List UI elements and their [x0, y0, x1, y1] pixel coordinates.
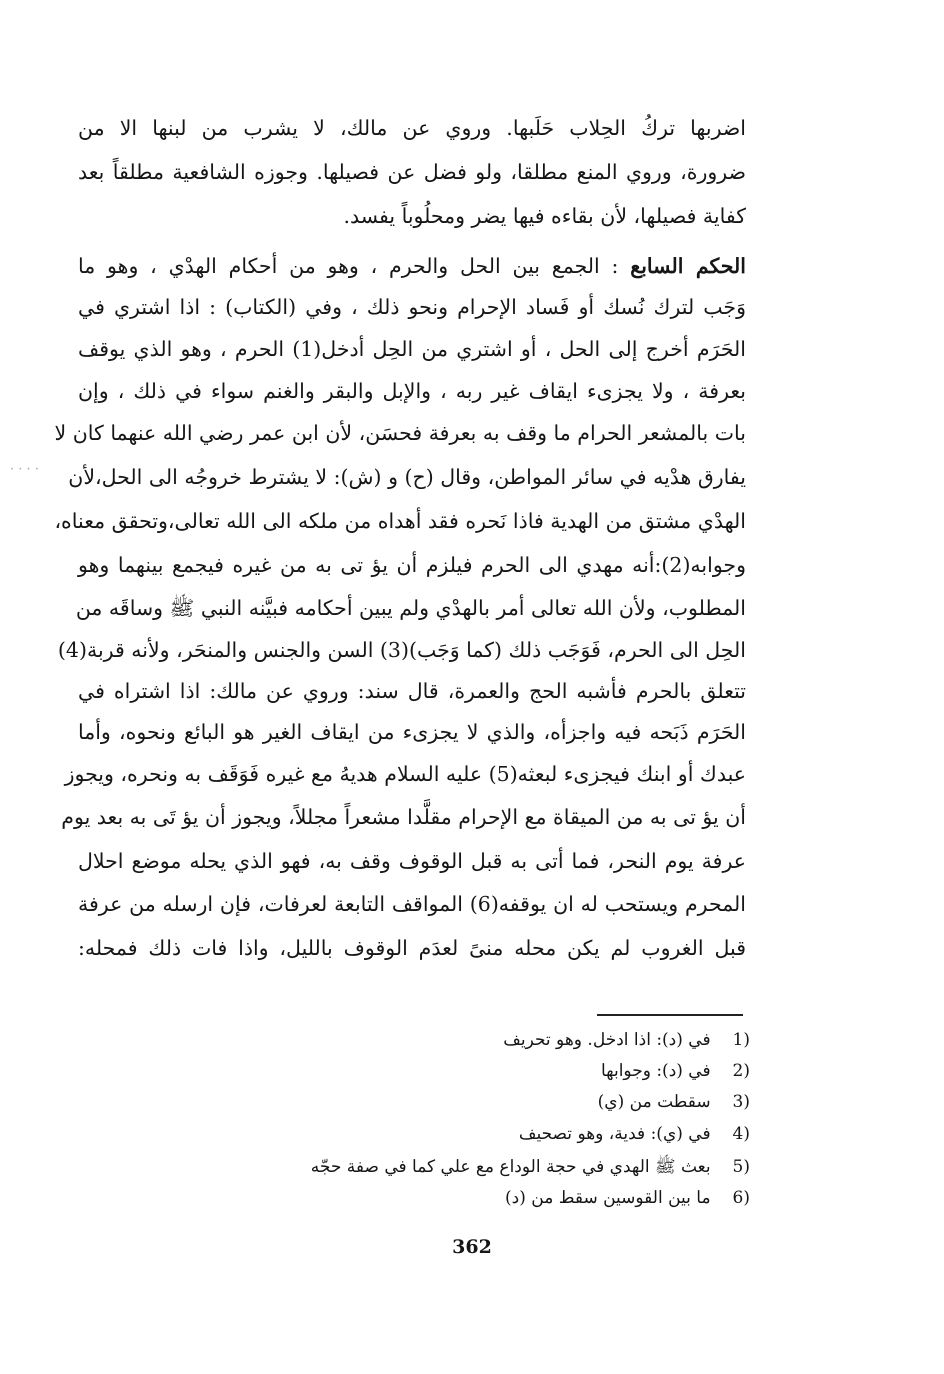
text-line: اضربها تركُ الحِلاب حَلَبها. وروي عن مالك، لا يشرب من لبنها الا من [78, 116, 746, 140]
text-line: بات بالمشعر الحرام ما وقف به بعرفة فحسَن، لأن ابن عمر رضي الله عنهما كان لا [54, 421, 746, 445]
text-line: وَجَب لترك نُسك أو فَساد الإحرام ونحو ذلك ، وفي (الكتاب) : اذا اشتري في [78, 295, 746, 319]
footnote-text: بعث ﷺ الهدي في حجة الوداع مع علي كما في صفة حجّه [310, 1157, 711, 1177]
footnote-text: في (د): وجوابها [600, 1061, 711, 1081]
footnote [503, 1025, 750, 1055]
text-line: الحَرَم أخرج إلى الحل ، أو اشتري من الحِل أدخل(1) الحرم ، وهو الذي يوقف [78, 337, 746, 361]
footnote-text: في (ي): فدية، وهو تصحيف [518, 1124, 711, 1144]
footnote [505, 1183, 750, 1213]
text-line: عبدك أو ابنك فيجزىء لبعثه(5) عليه السلام هديهُ مع غيره فَوَقَف به ونحره، ويجوز [64, 762, 746, 786]
text-line: ضرورة، وروي المنع مطلقا، ولو فضل عن فصيلها. وجوزه الشافعية مطلقاً بعد [78, 160, 746, 184]
text-line: الحكم السابع : الجمع بين الحل والحرم ، وهو من أحكام الهدْي ، وهو ما [78, 254, 746, 278]
footnote-separator [597, 1014, 743, 1016]
text-line: المطلوب، ولأن الله تعالى أمر بالهدْي ولم يبين أحكامه فبيَّنه النبي ﷺ وساقَه من [75, 596, 746, 620]
text-line: عرفة يوم النحر، فما أتى به قبل الوقوف وقف به، فهو الذي يحله موضع احلال [78, 849, 746, 873]
text-line: الحِل الى الحرم، فَوَجَب ذلك (كما وَجَب)(3) السن والجنس والمنحَر، ولأنه قربة(4) [57, 638, 746, 662]
footnote [519, 1119, 750, 1149]
footnote [598, 1087, 750, 1117]
text-line: تتعلق بالحرم فأشبه الحج والعمرة، قال سند: وروي عن مالك: اذا اشتراه في [78, 679, 746, 703]
text-line: الهدْي مشتق من الهدية فاذا نَحره فقد أهداه من ملكه الى الله تعالى،وتحقق معناه، [54, 509, 746, 533]
footnote-text: ما بين القوسين سقط من (د) [505, 1188, 711, 1208]
footnote-number: 2) [732, 1061, 750, 1081]
footnote-number: 4) [732, 1124, 750, 1144]
text-line: وجوابه(2):أنه مهدي الى الحرم فيلزم أن يؤ تى به من غيره فيجمع بينهما وهو [78, 553, 746, 577]
footnote-number: 1) [732, 1030, 750, 1050]
footnote [601, 1056, 750, 1086]
text-line: أن يؤ تى به من الميقاة مع الإحرام مقلَّدا مشعراً مجللاً، ويجوز أن يؤ تَى به بعد يوم [61, 805, 746, 829]
text-line: كفاية فصيلها، لأن بقاءه فيها يضر ومحلُوباً يفسد. [343, 204, 746, 228]
text-line: يفارق هدْيه في سائر المواطن، وقال (ح) و (ش): لا يشترط خروجُه الى الحل،لأن [68, 465, 746, 489]
margin-smudge: · · · · [10, 462, 39, 477]
footnote-text: في (د): اذا ادخل. وهو تحريف [503, 1030, 711, 1050]
footnote [311, 1152, 750, 1182]
footnote-text: سقطت من (ي) [597, 1092, 711, 1112]
footnote-number: 6) [732, 1188, 750, 1208]
text-line: بعرفة ، ولا يجزىء ايقاف غير ربه ، والإبل والبقر والغنم سواء في ذلك ، وإن [78, 379, 746, 403]
footnote-number: 3) [732, 1092, 750, 1112]
page-number: 362 [452, 1236, 492, 1258]
section-heading: الحكم السابع [630, 254, 746, 278]
footnote-number: 5) [732, 1157, 750, 1177]
text-line: المحرم ويستحب له ان يوقفه(6) المواقف التابعة لعرفات، فإن ارسله من عرفة [78, 892, 746, 916]
text-line: الحَرَم ذَبَحه فيه واجزأه، والذي لا يجزىء من ايقاف الغير هو البائع ونحوه، وأما [78, 720, 746, 744]
text-line: قبل الغروب لم يكن محله منىً لعدَم الوقوف بالليل، واذا فات ذلك فمحله: [78, 936, 746, 960]
